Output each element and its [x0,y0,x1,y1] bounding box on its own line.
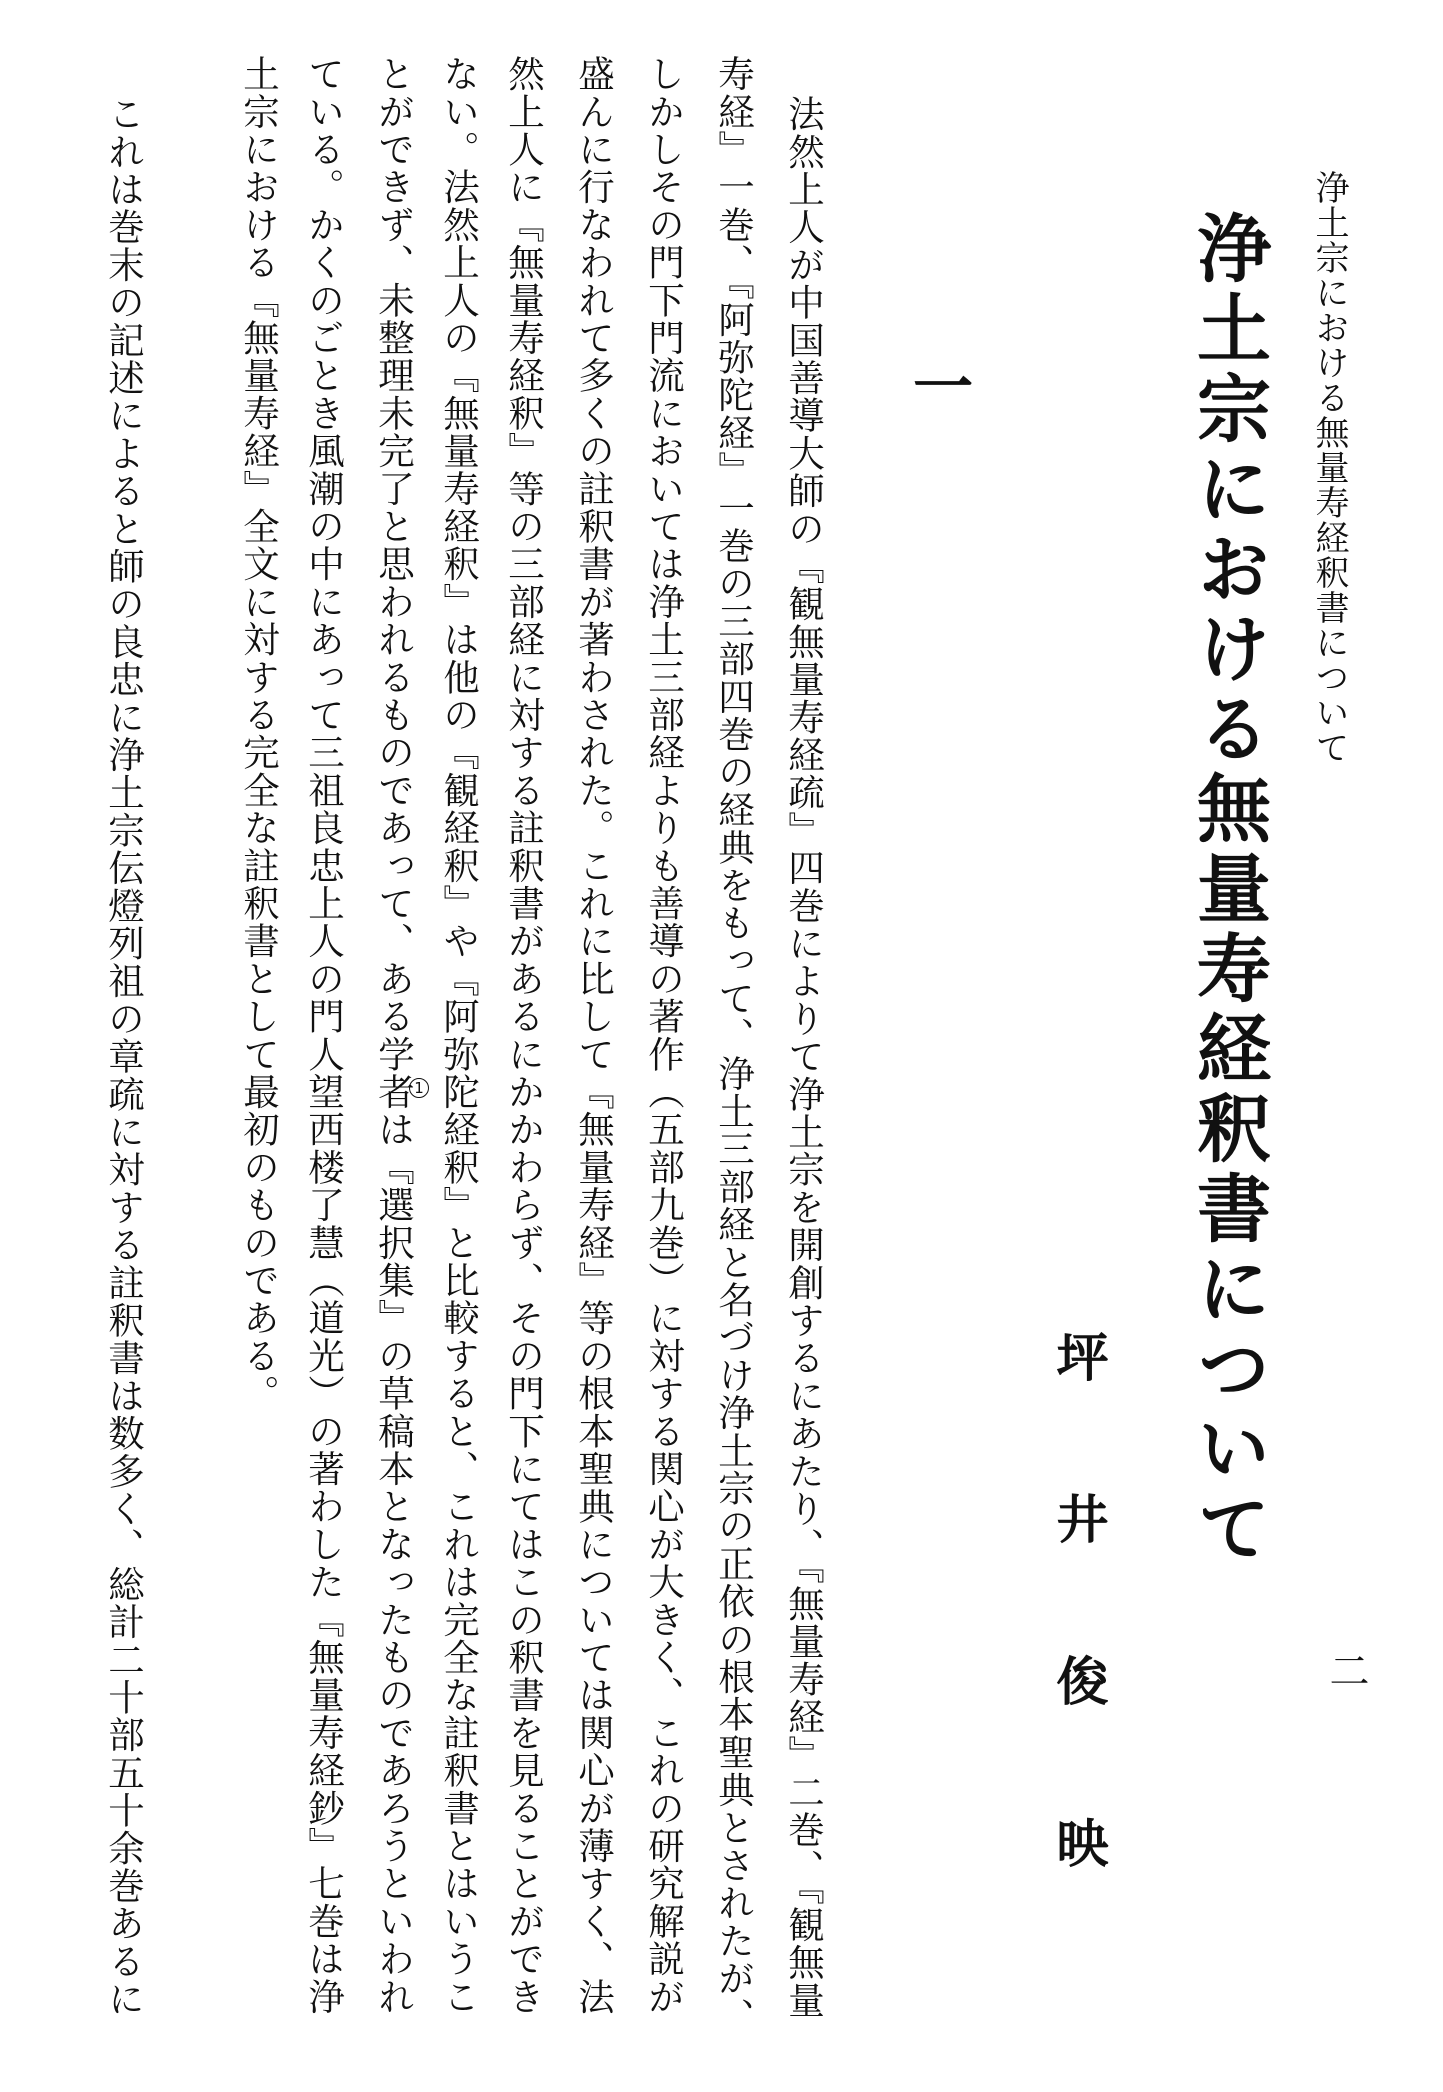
body-line: 法然上人が中国善導大師の『観無量寿経疏』四巻によりて浄土宗を開創するにあたり、『無量寿経』二巻、『観無量 [782,95,826,2019]
footnote-marker: 1 [409,1078,429,1098]
body-line: しかしその門下門流においては浄土三部経よりも善導の著作（五部九巻）に対する関心が大きく、これの研究解説が [642,55,686,2016]
body-line: これは巻末の記述によると師の良忠に浄土宗伝燈列祖の章疏に対する註釈書は数多く、総計二十部五十余巻あるに [102,95,146,2018]
body-line: ない。法然上人の『無量寿経釈』は他の『観経釈』や『阿弥陀経釈』と比較すると、これは完全な註釈書とはいうこ [437,55,481,2016]
article-title: 浄土宗における無量寿経釈書について [1185,210,1271,1570]
author-name: 坪井俊映 [1047,1330,1108,1978]
body-line: 然上人に『無量寿経釈』等の三部経に対する註釈書があるにかかわらず、その門下にてはこの釈書を見ることができ [502,55,546,2016]
body-line: とができず、未整理未完了と思われるものであって、ある学者は『選択集』の草稿本となったものであろうといわれ [372,55,416,2016]
body-line: 盛んに行なわれて多くの註釈書が著わされた。これに比して『無量寿経』等の根本聖典については関心が薄すく、法 [572,55,616,2016]
body-line: 土宗における『無量寿経』全文に対する完全な註釈書として最初のものである。 [237,55,281,1413]
section-number: 一 [903,355,973,415]
running-header: 浄土宗における無量寿経釈書について [1309,170,1349,765]
page-number: 二 [1323,1650,1369,1690]
body-line: 寿経』一巻、『阿弥陀経』一巻の三部四巻の経典をもって、浄土三部経と名づけ浄土宗の正依の根本聖典とされたが、 [712,55,756,2035]
body-line: ている。かくのごとき風潮の中にあって三祖良忠上人の門人望西楼了慧（道光）の著わした『無量寿経鈔』七巻は浄 [302,55,346,2016]
